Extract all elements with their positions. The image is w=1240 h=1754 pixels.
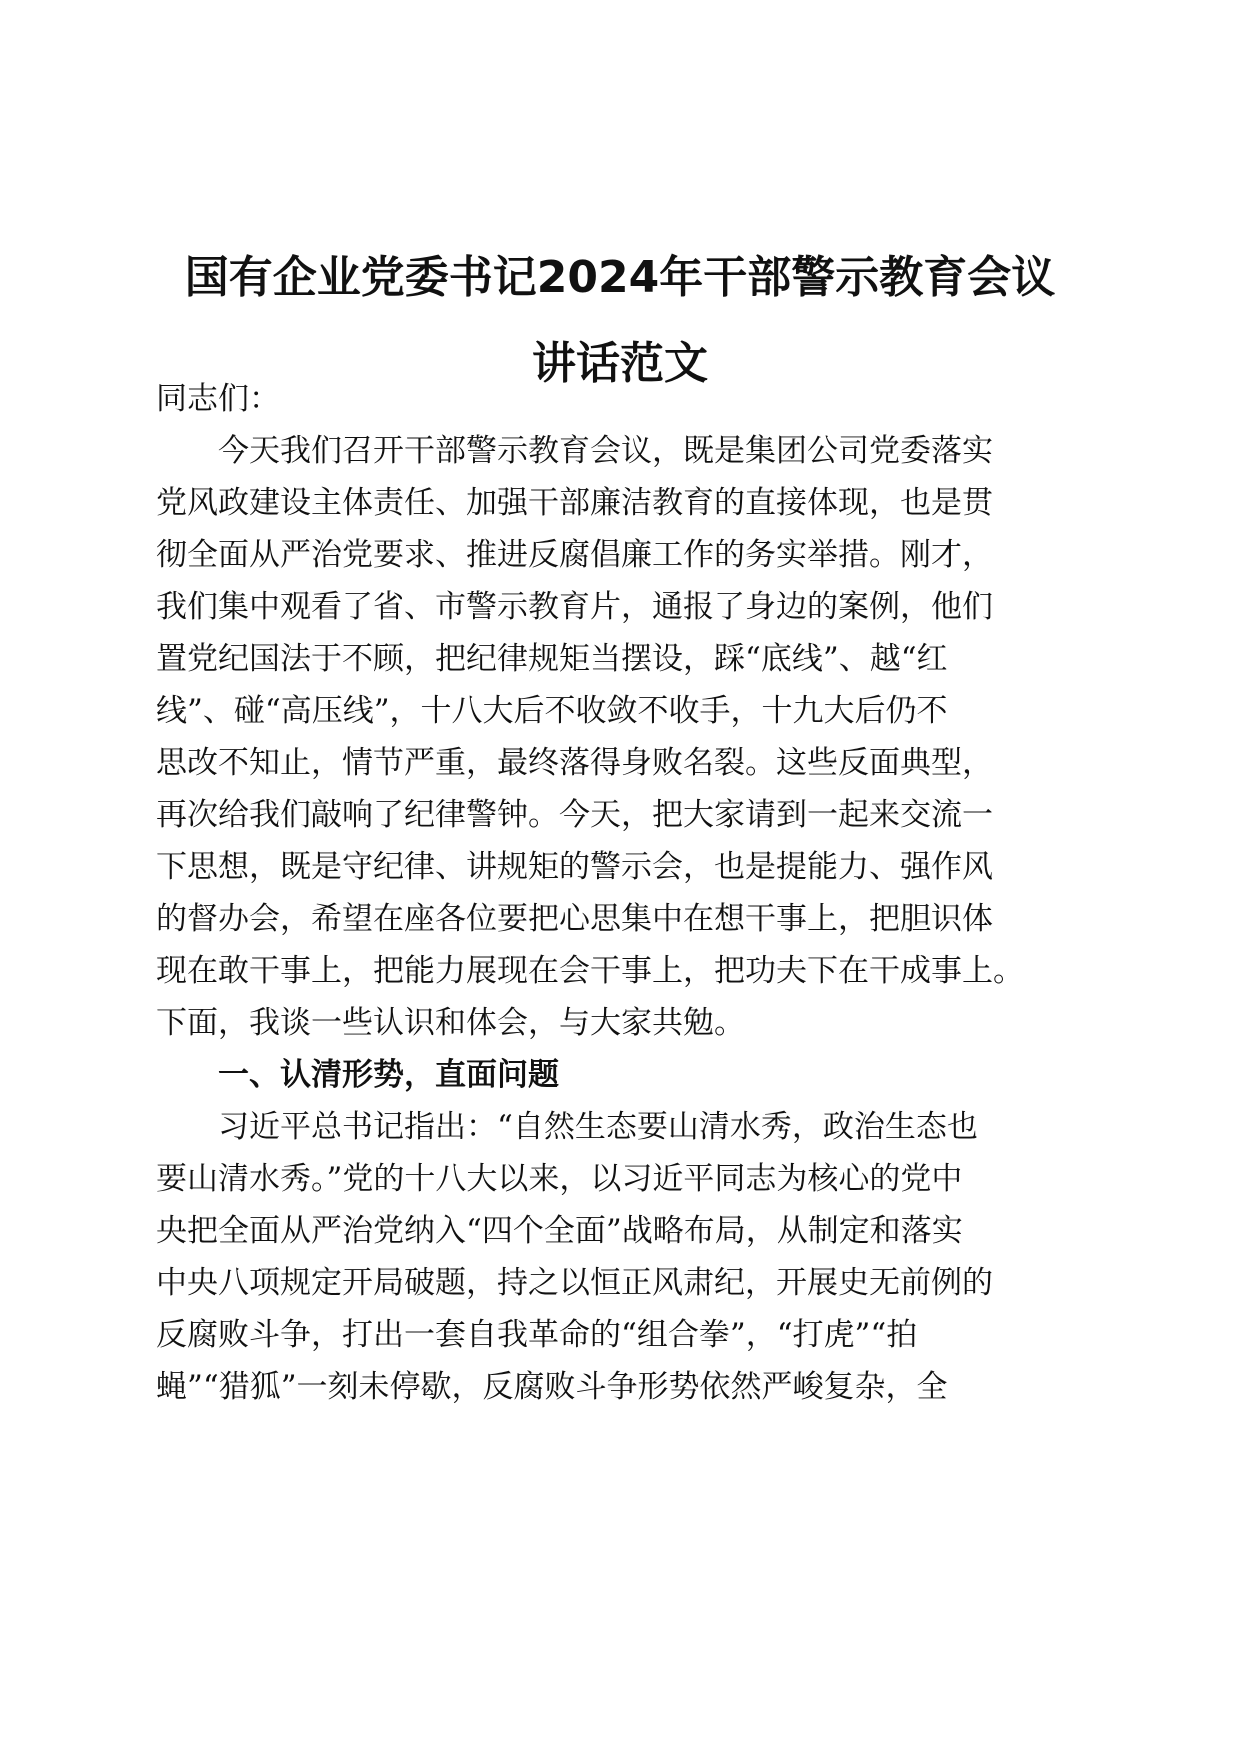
paragraph-1-line-1: 今天我们召开干部警示教育会议，既是集团公司党委落实	[218, 433, 993, 469]
paragraph-1-line-6: 线”、碰“高压线”，十八大后不收敛不收手，十九大后仍不	[156, 693, 948, 729]
paragraph-1-line-3: 彻全面从严治党要求、推进反腐倡廉工作的务实举措。刚才，	[156, 537, 993, 573]
paragraph-1-line-9: 下思想，既是守纪律、讲规矩的警示会，也是提能力、强作风	[156, 849, 993, 885]
paragraph-2-line-4: 中央八项规定开局破题，持之以恒正风肃纪，开展史无前例的	[156, 1265, 993, 1301]
paragraph-1-line-2: 党风政建设主体责任、加强干部廉洁教育的直接体现，也是贯	[156, 485, 993, 521]
paragraph-1-line-11: 现在敢干事上，把能力展现在会干事上，把功夫下在干成事上。	[156, 953, 1024, 989]
document-title-line-1: 国有企业党委书记2024年干部警示教育会议	[184, 252, 1056, 303]
paragraph-1-line-10: 的督办会，希望在座各位要把心思集中在想干事上，把胆识体	[156, 901, 993, 937]
paragraph-2-line-3: 央把全面从严治党纳入“四个全面”战略布局，从制定和落实	[156, 1213, 963, 1249]
paragraph-2-line-5: 反腐败斗争，打出一套自我革命的“组合拳”，“打虎”“拍	[156, 1317, 918, 1353]
paragraph-2-line-1: 习近平总书记指出：“自然生态要山清水秀，政治生态也	[218, 1109, 978, 1145]
paragraph-1-line-12: 下面，我谈一些认识和体会，与大家共勉。	[156, 1005, 745, 1041]
paragraph-2-line-6: 蝇”“猎狐”一刻未停歇，反腐败斗争形势依然严峻复杂，全	[156, 1369, 948, 1405]
paragraph-1-line-5: 置党纪国法于不顾，把纪律规矩当摆设，踩“底线”、越“红	[156, 641, 948, 677]
paragraph-1-line-8: 再次给我们敲响了纪律警钟。今天，把大家请到一起来交流一	[156, 797, 993, 833]
document-title-line-2: 讲话范文	[532, 338, 708, 389]
paragraph-1-line-7: 思改不知止，情节严重，最终落得身败名裂。这些反面典型，	[156, 745, 993, 781]
salutation: 同志们：	[156, 381, 280, 417]
section-1-heading: 一、认清形势，直面问题	[218, 1057, 559, 1093]
paragraph-2-line-2: 要山清水秀。”党的十八大以来，以习近平同志为核心的党中	[156, 1161, 963, 1197]
paragraph-1-line-4: 我们集中观看了省、市警示教育片，通报了身边的案例，他们	[156, 589, 993, 625]
